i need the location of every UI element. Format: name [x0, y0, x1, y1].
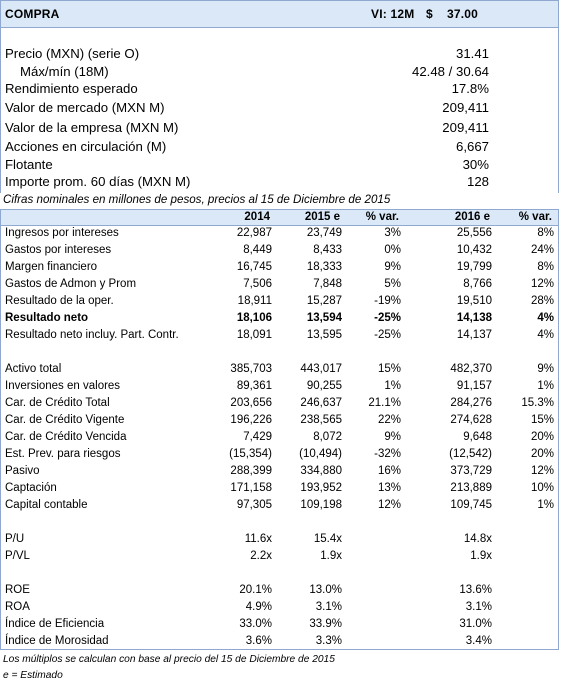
table-cell: 9%: [384, 261, 401, 273]
summary-value: 6,667: [455, 139, 489, 154]
row-label: Resultado de la oper.: [5, 295, 114, 307]
table-cell: 14.8x: [463, 533, 492, 545]
table-cell: 13,594: [306, 312, 342, 324]
row-label: Resultado neto incluy. Part. Contr.: [5, 329, 179, 341]
table-cell: 22,987: [236, 227, 272, 239]
table-cell: 4%: [537, 329, 554, 341]
table-cell: 15%: [377, 363, 401, 375]
table-cell: 13.0%: [309, 584, 342, 596]
table-cell: 13.6%: [459, 584, 492, 596]
table-cell: 15.4x: [313, 533, 342, 545]
table-cell: 1.9x: [470, 550, 492, 562]
table-cell: 284,276: [450, 397, 492, 409]
table-row: [1, 362, 560, 379]
table-row: [1, 396, 560, 413]
summary-label: Flotante: [5, 157, 53, 172]
table-row: [1, 464, 560, 481]
summary-row: [1, 139, 560, 158]
summary-value: 42.48 / 30.64: [412, 64, 489, 79]
table-cell: 3.4%: [465, 635, 492, 647]
table-cell: 12%: [530, 465, 554, 477]
summary-value: 17.8%: [451, 81, 489, 96]
row-label: Índice de Morosidad: [5, 635, 109, 647]
row-label: Capital contable: [5, 499, 88, 511]
table-cell: -32%: [374, 448, 401, 460]
table-cell: 109,198: [300, 499, 342, 511]
figures-caption: Cifras nominales en millones de pesos, precios al 15 de Diciembre de 2015: [3, 193, 391, 206]
table-header: [0, 209, 559, 226]
rating-header: [0, 0, 559, 28]
table-cell: 196,226: [230, 414, 272, 426]
table-cell: 25,556: [456, 227, 492, 239]
table-row: [1, 328, 560, 345]
table-cell: 7,506: [243, 278, 272, 290]
table-cell: 10,432: [456, 244, 492, 256]
table-cell: 385,703: [230, 363, 272, 375]
table-cell: 19,510: [456, 295, 492, 307]
spacer-row: [1, 515, 560, 532]
table-cell: 10%: [530, 482, 554, 494]
table-row: [1, 532, 560, 549]
spacer-row: [1, 345, 560, 362]
table-cell: 5%: [384, 278, 401, 290]
table-cell: 13%: [377, 482, 401, 494]
table-cell: 89,361: [236, 380, 272, 392]
table-row: [1, 498, 560, 515]
column-header: 2014: [244, 211, 270, 223]
table-cell: 9%: [384, 431, 401, 443]
row-label: Índice de Eficiencia: [5, 618, 105, 630]
summary-label: Valor de la empresa (MXN M): [5, 120, 179, 135]
table-row: [1, 549, 560, 566]
table-cell: 14,138: [456, 312, 492, 324]
table-cell: 443,017: [300, 363, 342, 375]
table-cell: 9,648: [463, 431, 492, 443]
table-row: [1, 277, 560, 294]
table-cell: 20%: [530, 431, 554, 443]
table-cell: 8%: [537, 227, 554, 239]
column-header: % var.: [365, 211, 399, 223]
row-label: Gastos por intereses: [5, 244, 112, 256]
table-cell: 8,449: [243, 244, 272, 256]
table-cell: 238,565: [300, 414, 342, 426]
table-row: [1, 600, 560, 617]
table-cell: 0%: [384, 244, 401, 256]
summary-value: 128: [466, 174, 489, 189]
table-cell: 8%: [537, 261, 554, 273]
table-cell: 3.1%: [315, 601, 342, 613]
summary-label: Precio (MXN) (serie O): [5, 46, 140, 61]
table-cell: 97,305: [236, 499, 272, 511]
table-cell: 18,333: [306, 261, 342, 273]
table-cell: 18,106: [236, 312, 272, 324]
table-cell: 24%: [530, 244, 554, 256]
row-label: Captación: [5, 482, 57, 494]
table-cell: 20.1%: [239, 584, 272, 596]
table-cell: 15,287: [306, 295, 342, 307]
summary-label: Máx/mín (18M): [20, 64, 109, 79]
table-cell: 213,889: [450, 482, 492, 494]
table-row: [1, 379, 560, 396]
table-cell: 16%: [377, 465, 401, 477]
row-label: Car. de Crédito Total: [5, 397, 110, 409]
row-label: Est. Prev. para riesgos: [5, 448, 121, 460]
table-cell: 7,848: [313, 278, 342, 290]
summary-block: [0, 28, 559, 193]
row-label: ROA: [5, 601, 30, 613]
table-row: [1, 311, 560, 328]
table-cell: -19%: [374, 295, 401, 307]
table-cell: 15%: [530, 414, 554, 426]
column-header: 2015 e: [304, 211, 340, 223]
target-horizon-label: VI: 12M: [371, 7, 415, 21]
table-cell: 8,433: [313, 244, 342, 256]
summary-value: 209,411: [442, 100, 489, 115]
spacer-row: [1, 566, 560, 583]
table-cell: 28%: [530, 295, 554, 307]
table-row: [1, 481, 560, 498]
table-cell: 3.1%: [465, 601, 492, 613]
row-label: Car. de Crédito Vigente: [5, 414, 125, 426]
table-cell: 8,766: [463, 278, 492, 290]
table-cell: 1%: [537, 499, 554, 511]
row-label: Pasivo: [5, 465, 40, 477]
table-cell: 7,429: [243, 431, 272, 443]
table-cell: 13,595: [306, 329, 342, 341]
row-label: Gastos de Admon y Prom: [5, 278, 137, 290]
table-cell: 288,399: [230, 465, 272, 477]
summary-value: 30%: [462, 157, 489, 172]
table-row: [1, 447, 560, 464]
table-cell: 15.3%: [521, 397, 554, 409]
table-cell: 12%: [377, 499, 401, 511]
table-cell: 4%: [537, 312, 554, 324]
table-row: [1, 413, 560, 430]
row-label: Inversiones en valores: [5, 380, 121, 392]
table-row: [1, 243, 560, 260]
table-cell: (12,542): [449, 448, 492, 460]
target-price-value: 37.00: [447, 7, 479, 21]
recommendation-label: COMPRA: [5, 7, 60, 21]
table-row: [1, 260, 560, 277]
table-cell: 12%: [530, 278, 554, 290]
table-cell: 9%: [537, 363, 554, 375]
summary-value: 31.41: [455, 46, 489, 61]
table-row: [1, 294, 560, 311]
summary-label: Importe prom. 60 días (MXN M): [5, 174, 191, 189]
table-cell: 3%: [384, 227, 401, 239]
table-cell: 109,745: [450, 499, 492, 511]
table-row: [1, 430, 560, 447]
table-cell: 171,158: [230, 482, 272, 494]
row-label: Ingresos por intereses: [5, 227, 119, 239]
table-cell: 19,799: [456, 261, 492, 273]
row-label: Car. de Crédito Vencida: [5, 431, 127, 443]
table-cell: 91,157: [456, 380, 492, 392]
table-row: [1, 226, 560, 243]
summary-row: [1, 46, 560, 65]
table-cell: 1.9x: [320, 550, 342, 562]
table-cell: 31.0%: [459, 618, 492, 630]
table-cell: 373,729: [450, 465, 492, 477]
table-cell: -25%: [374, 329, 401, 341]
summary-label: Rendimiento esperado: [5, 81, 138, 96]
table-cell: 23,749: [306, 227, 342, 239]
summary-row: [1, 120, 560, 139]
table-cell: 3.6%: [245, 635, 272, 647]
table-cell: (15,354): [229, 448, 272, 460]
row-label: ROE: [5, 584, 30, 596]
table-cell: 16,745: [236, 261, 272, 273]
table-cell: 4.9%: [245, 601, 272, 613]
table-cell: 334,880: [300, 465, 342, 477]
table-cell: 33.9%: [309, 618, 342, 630]
table-cell: 1%: [384, 380, 401, 392]
column-header: % var.: [518, 211, 552, 223]
table-cell: 193,952: [300, 482, 342, 494]
table-cell: 2.2x: [250, 550, 272, 562]
table-cell: 90,255: [306, 380, 342, 392]
table-cell: (10,494): [299, 448, 342, 460]
row-label: P/U: [5, 533, 25, 545]
table-cell: 18,091: [236, 329, 272, 341]
summary-row: [1, 81, 560, 100]
table-cell: 274,628: [450, 414, 492, 426]
row-label: P/VL: [5, 550, 30, 562]
table-cell: 22%: [377, 414, 401, 426]
summary-row: [1, 100, 560, 119]
table-cell: 33.0%: [239, 618, 272, 630]
table-cell: 11.6x: [244, 533, 272, 545]
table-cell: 21.1%: [368, 397, 401, 409]
financials-table: [0, 226, 559, 650]
table-cell: 203,656: [230, 397, 272, 409]
footnote-estimate: e = Estimado: [3, 670, 63, 681]
table-cell: 246,637: [300, 397, 342, 409]
table-cell: 3.3%: [315, 635, 342, 647]
currency-symbol: $: [426, 7, 433, 21]
table-cell: 20%: [530, 448, 554, 460]
table-cell: 8,072: [313, 431, 342, 443]
column-header: 2016 e: [454, 211, 490, 223]
row-label: Margen financiero: [5, 261, 98, 273]
footnote-multiples: Los múltiplos se calculan con base al precio del 15 de Diciembre de 2015: [3, 654, 335, 665]
summary-row: [1, 174, 560, 193]
table-cell: 18,911: [237, 295, 272, 307]
summary-value: 209,411: [442, 120, 489, 135]
summary-label: Valor de mercado (MXN M): [5, 100, 165, 115]
summary-label: Acciones en circulación (M): [5, 139, 167, 154]
table-cell: 482,370: [450, 363, 492, 375]
table-row: [1, 634, 560, 651]
table-row: [1, 583, 560, 600]
table-row: [1, 617, 560, 634]
table-cell: 14,137: [456, 329, 492, 341]
table-cell: -25%: [374, 312, 401, 324]
row-label: Resultado neto: [5, 312, 89, 324]
table-cell: 1%: [537, 380, 554, 392]
row-label: Activo total: [5, 363, 62, 375]
